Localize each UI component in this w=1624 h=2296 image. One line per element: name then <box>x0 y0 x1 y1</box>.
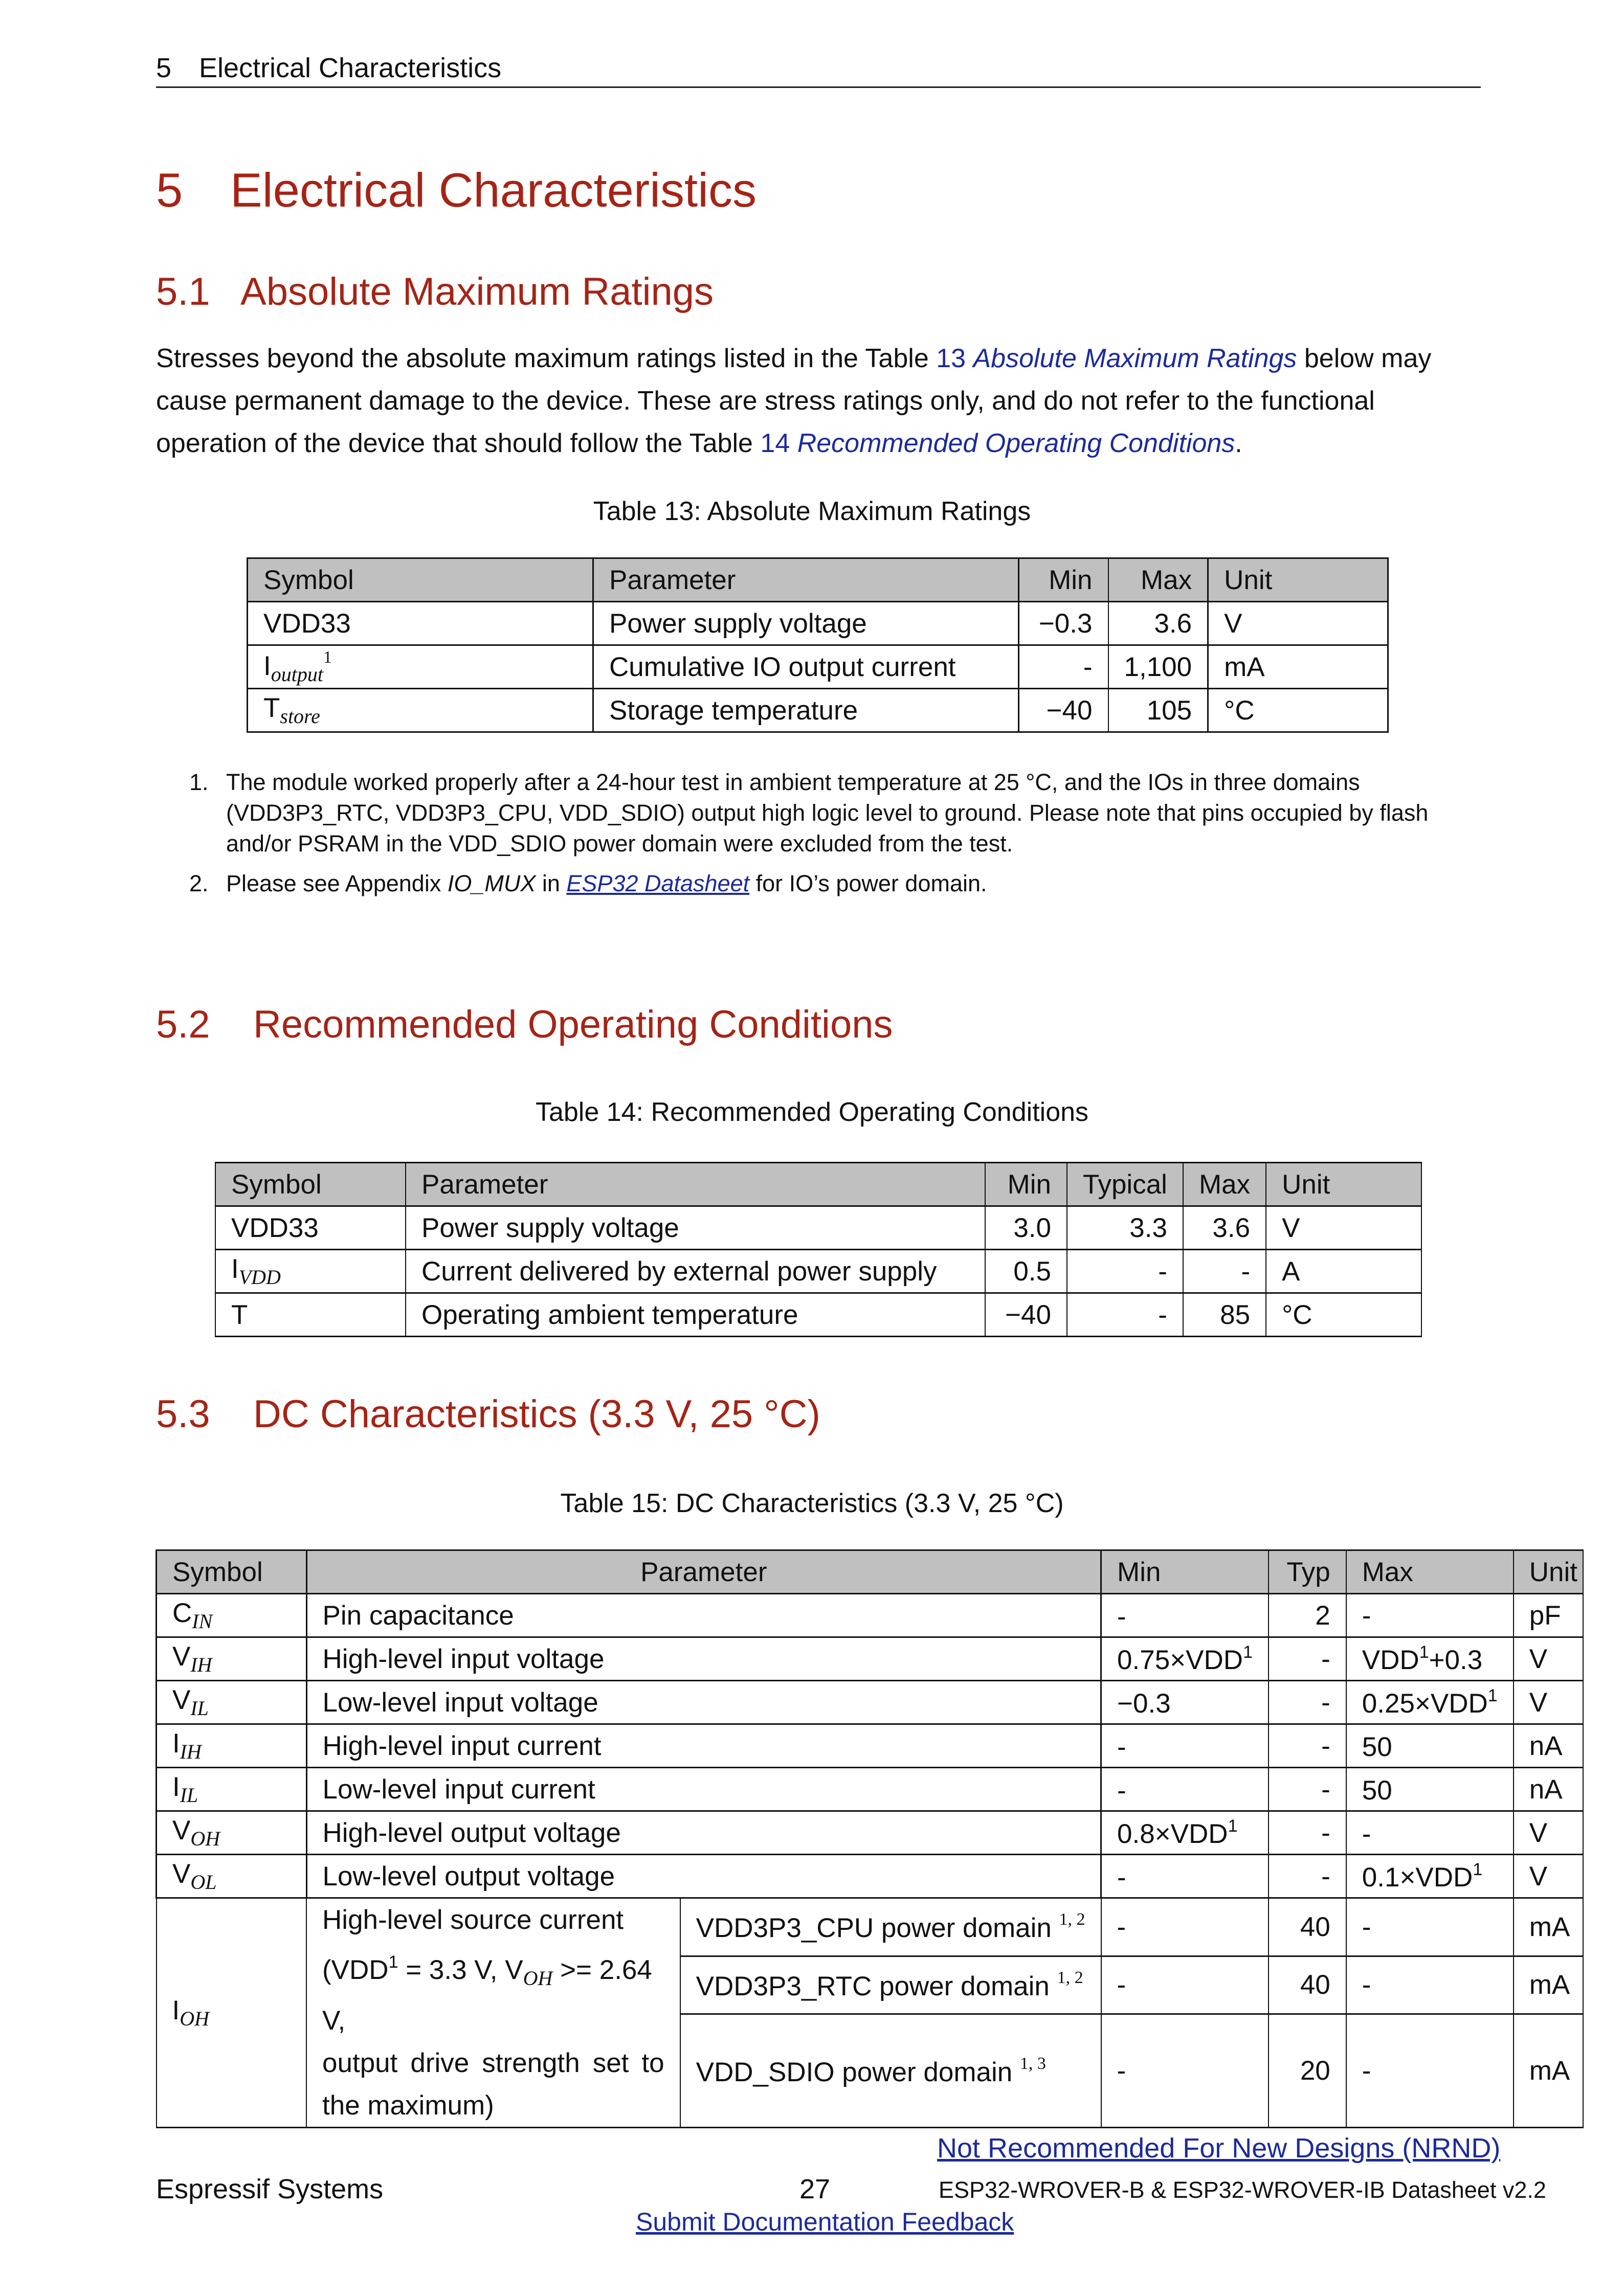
cell-max: 105 <box>1108 689 1208 732</box>
cell-typ: 40 <box>1269 1898 1346 1956</box>
cell-parameter: Low-level input voltage <box>306 1681 1101 1724</box>
cell-typ: 20 <box>1269 2014 1346 2128</box>
col-header-unit: Unit <box>1514 1550 1583 1594</box>
footnote-2: 2. Please see Appendix IO_MUX in ESP32 Datasheet for IO’s power domain. <box>189 870 987 896</box>
cell-max: - <box>1346 1898 1514 1956</box>
col-header-min: Min <box>985 1163 1067 1206</box>
cell-max: 85 <box>1183 1293 1266 1337</box>
cell-typ: - <box>1269 1637 1346 1681</box>
cell-typ: - <box>1269 1768 1346 1811</box>
cell-unit: mA <box>1514 1898 1583 1956</box>
col-header-symbol: Symbol <box>157 1550 307 1594</box>
cell-domain: VDD_SDIO power domain $^{1, 3}$ <box>680 2014 1101 2128</box>
table-row <box>157 1637 1584 1681</box>
intro-paragraph <box>156 337 1486 465</box>
cell-typical: 3.3 <box>1067 1206 1183 1250</box>
section-number: 5.3 <box>156 1392 210 1436</box>
cell-typ: - <box>1269 1681 1346 1724</box>
col-header-typical: Typical <box>1067 1163 1183 1206</box>
cell-max: - <box>1346 1811 1514 1855</box>
table-row <box>157 1594 1584 1637</box>
cell-parameter: Power supply voltage <box>406 1206 985 1250</box>
cell-min: - <box>1101 1594 1269 1637</box>
section-heading-5-3 <box>156 1392 820 1436</box>
paragraph-text: below may cause permanent damage to the device. These are stress ratings only, and do not refer to the functional operation of the device that should follow the Table <box>156 344 1432 458</box>
table-14-link[interactable] <box>760 429 1235 458</box>
cell-parameter: Low-level input current <box>306 1768 1101 1811</box>
running-header-number: 5 <box>156 53 172 83</box>
table-header-row <box>248 558 1388 602</box>
paragraph-text: Stresses beyond the absolute maximum ratings listed in the Table <box>156 344 937 373</box>
section-title: DC Characteristics (3.3 V, 25 °C) <box>253 1392 820 1436</box>
cell-typ: - <box>1269 1811 1346 1855</box>
cell-parameter: High-level output voltage <box>306 1811 1101 1855</box>
cell-typ: - <box>1269 1724 1346 1768</box>
cell-typical: - <box>1067 1250 1183 1293</box>
chapter-number: 5 <box>156 163 183 217</box>
document-title: ESP32-WROVER-B & ESP32-WROVER-IB Datasheet v2.2 <box>939 2177 1546 2203</box>
cell-min: 3.0 <box>985 1206 1067 1250</box>
cell-symbol: $I_{IH}$ <box>157 1724 307 1768</box>
cell-min: 0.5 <box>985 1250 1067 1293</box>
cell-symbol: $I_{IL}$ <box>157 1768 307 1811</box>
chapter-title: Electrical Characteristics <box>230 163 757 217</box>
table-row <box>248 645 1388 689</box>
cell-max: 1,100 <box>1108 645 1208 689</box>
cell-typical: - <box>1067 1293 1183 1337</box>
cell-symbol: $I_{OH}$ <box>157 1898 307 2128</box>
cell-parameter: Low-level output voltage <box>306 1855 1101 1898</box>
col-header-max: Max <box>1346 1550 1514 1594</box>
table-13-link[interactable] <box>936 344 1297 373</box>
cell-parameter: Power supply voltage <box>593 602 1019 645</box>
col-header-parameter: Parameter <box>593 558 1019 602</box>
col-header-typ: Typ <box>1269 1550 1346 1594</box>
cell-max: 50 <box>1346 1724 1514 1768</box>
table-row <box>157 1768 1584 1811</box>
table-15-caption: Table 15: DC Characteristics (3.3 V, 25 °C) <box>560 1489 1064 1518</box>
cell-parameter: Current delivered by external power supply <box>406 1250 985 1293</box>
chapter-heading <box>156 163 757 218</box>
section-title: Recommended Operating Conditions <box>253 1003 893 1046</box>
section-number: 5.1 <box>156 270 210 313</box>
cell-unit: V <box>1514 1637 1583 1681</box>
table-row <box>215 1250 1421 1293</box>
col-header-parameter: Parameter <box>306 1550 1101 1594</box>
section-title: Absolute Maximum Ratings <box>240 270 714 313</box>
link-number: 13 <box>936 344 966 373</box>
cell-min: - <box>1101 1768 1269 1811</box>
col-header-symbol: Symbol <box>248 558 593 602</box>
table-row <box>248 602 1388 645</box>
cell-min: - <box>1101 1724 1269 1768</box>
cell-symbol: $V_{IH}$ <box>157 1637 307 1681</box>
cell-parameter: Cumulative IO output current <box>593 645 1019 689</box>
cell-parameter: Pin capacitance <box>306 1594 1101 1637</box>
cell-min: - <box>1019 645 1108 689</box>
col-header-unit: Unit <box>1266 1163 1421 1206</box>
footer-company: Espressif Systems <box>156 2174 384 2204</box>
esp32-datasheet-link[interactable]: ESP32 Datasheet <box>566 870 750 896</box>
col-header-max: Max <box>1183 1163 1266 1206</box>
cell-unit: mA <box>1514 2014 1583 2128</box>
link-text: Absolute Maximum Ratings <box>973 344 1297 373</box>
section-heading-5-2 <box>156 1002 893 1047</box>
cell-min: - <box>1101 1855 1269 1898</box>
cell-symbol: $V_{IL}$ <box>157 1681 307 1724</box>
cell-unit: °C <box>1266 1293 1421 1337</box>
cell-parameter: Storage temperature <box>593 689 1019 732</box>
page-number: 27 <box>799 2174 831 2204</box>
cell-symbol: $I_{output}^1$ <box>248 645 593 689</box>
cell-min: - <box>1101 1898 1269 1956</box>
cell-max: $0.25\times VDD^1$ <box>1346 1681 1514 1724</box>
running-header-title: Electrical Characteristics <box>199 53 502 83</box>
cell-typ: 2 <box>1269 1594 1346 1637</box>
cell-symbol: T <box>215 1293 406 1337</box>
running-header <box>156 52 1481 88</box>
table-row <box>248 689 1388 732</box>
table-header-row <box>157 1550 1584 1594</box>
cell-min: −0.3 <box>1101 1681 1269 1724</box>
cell-symbol: $T_{store}$ <box>248 689 593 732</box>
col-header-min: Min <box>1019 558 1108 602</box>
cell-max: - <box>1346 1594 1514 1637</box>
cell-max: - <box>1346 2014 1514 2128</box>
cell-symbol: $V_{OH}$ <box>157 1811 307 1855</box>
col-header-max: Max <box>1108 558 1208 602</box>
paragraph-text: . <box>1235 429 1242 458</box>
cell-typ: - <box>1269 1855 1346 1898</box>
cell-unit: °C <box>1208 689 1388 732</box>
table-recommended-operating-conditions <box>215 1162 1422 1337</box>
table-header-row <box>215 1163 1421 1206</box>
cell-max: 50 <box>1346 1768 1514 1811</box>
cell-parameter: Operating ambient temperature <box>406 1293 985 1337</box>
cell-min: $0.75\times VDD^1$ <box>1101 1637 1269 1681</box>
cell-min: - <box>1101 1956 1269 2014</box>
col-header-parameter: Parameter <box>406 1163 985 1206</box>
link-number: 14 <box>760 429 790 458</box>
cell-min: −40 <box>985 1293 1067 1337</box>
cell-symbol: $C_{IN}$ <box>157 1594 307 1637</box>
cell-max: - <box>1346 1956 1514 2014</box>
cell-typ: 40 <box>1269 1956 1346 2014</box>
table-dc-characteristics <box>155 1549 1584 2128</box>
table-row-ioh <box>157 1898 1584 1956</box>
cell-symbol: $I_{VDD}$ <box>215 1250 406 1293</box>
cell-unit: mA <box>1514 1956 1583 2014</box>
table-row <box>157 1811 1584 1855</box>
section-heading-5-1 <box>156 269 714 314</box>
cell-unit: nA <box>1514 1768 1583 1811</box>
cell-domain: VDD3P3_CPU power domain $^{1, 2}$ <box>680 1898 1101 1956</box>
cell-unit: mA <box>1208 645 1388 689</box>
cell-max: 3.6 <box>1183 1206 1266 1250</box>
cell-parameter-ioh: High-level source current ($VDD^1 = 3.3$ V, $V_{OH} >= 2.64$ V, output drive strength set to the maximum) <box>306 1898 680 2128</box>
table-row <box>157 1724 1584 1768</box>
table-row <box>215 1206 1421 1250</box>
cell-symbol: $V_{OL}$ <box>157 1855 307 1898</box>
cell-unit: V <box>1514 1855 1583 1898</box>
cell-unit: A <box>1266 1250 1421 1293</box>
nrnd-link[interactable]: Not Recommended For New Designs (NRND) <box>937 2133 1501 2164</box>
table-row <box>157 1855 1584 1898</box>
cell-min: −0.3 <box>1019 602 1108 645</box>
cell-unit: V <box>1266 1206 1421 1250</box>
cell-symbol: VDD33 <box>215 1206 406 1250</box>
cell-unit: V <box>1514 1811 1583 1855</box>
submit-feedback-link[interactable]: Submit Documentation Feedback <box>636 2208 1014 2236</box>
table-13-caption: Table 13: Absolute Maximum Ratings <box>593 497 1031 526</box>
link-text: Recommended Operating Conditions <box>797 429 1235 458</box>
cell-unit: V <box>1208 602 1388 645</box>
col-header-min: Min <box>1101 1550 1269 1594</box>
cell-parameter: High-level input current <box>306 1724 1101 1768</box>
table-13-footnotes <box>189 767 1499 908</box>
cell-max: $VDD^1+0.3$ <box>1346 1637 1514 1681</box>
cell-unit: V <box>1514 1681 1583 1724</box>
cell-unit: pF <box>1514 1594 1583 1637</box>
table-row <box>157 1681 1584 1724</box>
cell-max: - <box>1183 1250 1266 1293</box>
col-header-unit: Unit <box>1208 558 1388 602</box>
cell-min: - <box>1101 2014 1269 2128</box>
table-absolute-maximum-ratings <box>247 557 1389 733</box>
footnote-ref: 1 <box>323 647 332 667</box>
cell-min: −40 <box>1019 689 1108 732</box>
table-row <box>215 1293 1421 1337</box>
col-header-symbol: Symbol <box>215 1163 406 1206</box>
footnote-1: 1. The module worked properly after a 24-hour test in ambient temperature at 25 °C, and the IOs in three domains (VDD3P3_RTC, VDD3P3_CPU, VDD_SDIO) output high logic level to ground. Please note that pins occupied by flash and/or PSRAM in the VDD_SDIO power domain were excluded from the test. <box>189 769 1429 857</box>
cell-min: $0.8\times VDD^1$ <box>1101 1811 1269 1855</box>
cell-unit: nA <box>1514 1724 1583 1768</box>
cell-domain: VDD3P3_RTC power domain $^{1, 2}$ <box>680 1956 1101 2014</box>
cell-max: 3.6 <box>1108 602 1208 645</box>
cell-max: $0.1\times VDD^1$ <box>1346 1855 1514 1898</box>
cell-symbol: VDD33 <box>248 602 593 645</box>
section-number: 5.2 <box>156 1003 210 1046</box>
table-14-caption: Table 14: Recommended Operating Conditions <box>535 1097 1089 1127</box>
cell-parameter: High-level input voltage <box>306 1637 1101 1681</box>
